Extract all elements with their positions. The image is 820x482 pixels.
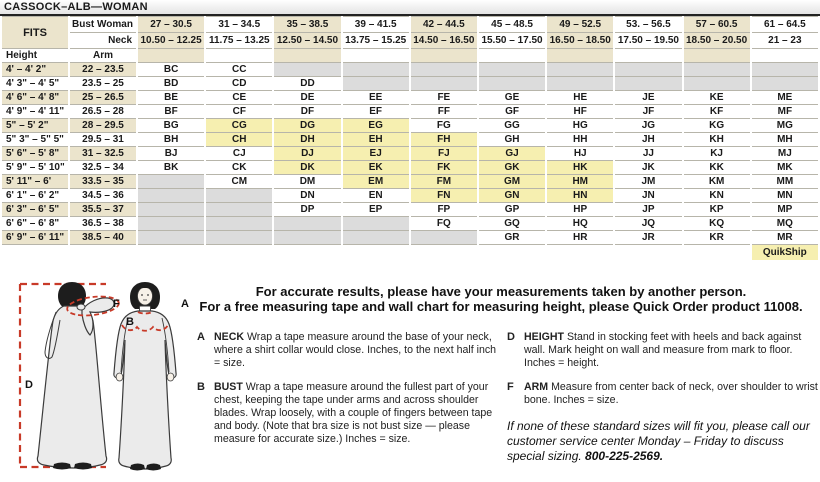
height-col-label: Height (1, 49, 69, 63)
size-code-cell: CK (205, 161, 273, 175)
size-code-cell: DD (273, 77, 341, 91)
empty-cell (683, 77, 751, 91)
size-code-cell: KM (683, 175, 751, 189)
size-code-cell: HK (546, 161, 614, 175)
arm-cell: 28 – 29.5 (69, 119, 137, 133)
spacer-cell (683, 49, 751, 63)
size-code-cell: MJ (751, 147, 819, 161)
size-code-cell: HP (546, 203, 614, 217)
special-sizing-text: If none of these standard sizes will fit you, please call our customer service center Monday – Friday to discuss special sizing. (507, 419, 810, 464)
size-code-cell: EG (342, 119, 410, 133)
neck-row-label: Neck (69, 33, 137, 49)
empty-cell (205, 231, 273, 245)
empty-cell (342, 217, 410, 231)
size-code-cell: EH (342, 133, 410, 147)
size-code-cell: DE (273, 91, 341, 105)
intro-line-1: For accurate results, please have your measurements taken by another person. (255, 284, 747, 299)
bust-range-header: 27 – 30.5 (137, 17, 205, 33)
spacer-cell (478, 49, 546, 63)
neck-range-header: 12.50 – 14.50 (273, 33, 341, 49)
size-code-cell: JH (614, 133, 682, 147)
height-cell: 4' 6" – 4' 8" (1, 91, 69, 105)
empty-cell (273, 63, 341, 77)
spacer-cell (137, 49, 205, 63)
spacer-cell (205, 49, 273, 63)
neck-range-header: 21 – 23 (751, 33, 819, 49)
arm-cell: 33.5 – 35 (69, 175, 137, 189)
size-code-cell: JM (614, 175, 682, 189)
empty-cell (478, 63, 546, 77)
size-code-cell: MM (751, 175, 819, 189)
size-code-cell: HG (546, 119, 614, 133)
height-cell: 6' 9" – 6' 11" (1, 231, 69, 245)
size-code-cell: MN (751, 189, 819, 203)
empty-cell (410, 77, 478, 91)
size-code-cell: DN (273, 189, 341, 203)
size-code-cell: BE (137, 91, 205, 105)
size-code-cell: BG (137, 119, 205, 133)
height-cell: 4' 9" – 4' 11" (1, 105, 69, 119)
arm-cell: 34.5 – 36 (69, 189, 137, 203)
measurement-figures-illustration (0, 280, 200, 482)
empty-cell (273, 217, 341, 231)
size-code-cell: GP (478, 203, 546, 217)
arm-cell: 38.5 – 40 (69, 231, 137, 245)
size-code-cell: CE (205, 91, 273, 105)
size-code-cell: DP (273, 203, 341, 217)
size-code-cell: GF (478, 105, 546, 119)
bust-range-header: 53. – 56.5 (614, 17, 682, 33)
size-code-cell: KQ (683, 217, 751, 231)
size-code-cell: KH (683, 133, 751, 147)
size-code-cell: GN (478, 189, 546, 203)
size-code-cell: BH (137, 133, 205, 147)
size-code-cell: EJ (342, 147, 410, 161)
size-code-cell: FJ (410, 147, 478, 161)
height-cell: 5' 9" – 5' 10" (1, 161, 69, 175)
empty-cell (614, 63, 682, 77)
empty-cell (137, 217, 205, 231)
empty-cell (614, 77, 682, 91)
spacer-cell (342, 49, 410, 63)
intro-line-2: For a free measuring tape and wall chart for measuring height, please Quick Order product 11008. (199, 299, 803, 314)
arm-cell: 29.5 – 31 (69, 133, 137, 147)
size-code-cell: JG (614, 119, 682, 133)
bust-row-label: Bust Woman (69, 17, 137, 33)
height-cell: 4' – 4' 2" (1, 63, 69, 77)
size-code-cell: DH (273, 133, 341, 147)
neck-range-header: 15.50 – 17.50 (478, 33, 546, 49)
quikship-spacer (1, 245, 751, 261)
empty-cell (410, 231, 478, 245)
neck-range-header: 10.50 – 12.25 (137, 33, 205, 49)
bust-range-header: 49 – 52.5 (546, 17, 614, 33)
size-code-cell: HR (546, 231, 614, 245)
definition-term: NECK (214, 331, 245, 343)
definitions-column-right (507, 331, 819, 464)
bust-range-header: 61 – 64.5 (751, 17, 819, 33)
size-code-cell: GH (478, 133, 546, 147)
size-code-cell: HN (546, 189, 614, 203)
arm-cell: 22 – 23.5 (69, 63, 137, 77)
chart-title: CASSOCK–ALB—WOMAN (0, 0, 820, 16)
size-code-cell: GQ (478, 217, 546, 231)
arm-cell: 32.5 – 34 (69, 161, 137, 175)
size-code-cell: MK (751, 161, 819, 175)
size-code-cell: GJ (478, 147, 546, 161)
size-code-cell: CJ (205, 147, 273, 161)
size-code-cell: ME (751, 91, 819, 105)
definition-letter: A (197, 331, 205, 343)
spacer-cell (410, 49, 478, 63)
neck-range-header: 18.50 – 20.50 (683, 33, 751, 49)
neck-range-header: 13.75 – 15.25 (342, 33, 410, 49)
height-cell: 6' 3" – 6' 5" (1, 203, 69, 217)
definition-term: ARM (524, 380, 549, 393)
size-code-cell: EN (342, 189, 410, 203)
size-code-cell: GK (478, 161, 546, 175)
size-code-cell: JN (614, 189, 682, 203)
size-code-cell: FN (410, 189, 478, 203)
size-code-cell: KN (683, 189, 751, 203)
size-code-cell: DF (273, 105, 341, 119)
size-code-cell: MG (751, 119, 819, 133)
size-code-cell: GG (478, 119, 546, 133)
size-code-cell: KG (683, 119, 751, 133)
fits-header-cell: FITS (1, 17, 69, 49)
bust-range-header: 35 – 38.5 (273, 17, 341, 33)
definition-text: Stand in stocking feet with heels and back against wall. Mark height on wall and measure from mark to floor. Inches = height. (524, 331, 802, 370)
size-code-cell: JE (614, 91, 682, 105)
size-code-cell: EK (342, 161, 410, 175)
size-code-cell: FM (410, 175, 478, 189)
size-code-cell: MQ (751, 217, 819, 231)
figure-label-f: F (113, 298, 120, 310)
special-sizing-note (507, 419, 819, 464)
size-code-cell: HE (546, 91, 614, 105)
neck-range-header: 11.75 – 13.25 (205, 33, 273, 49)
size-code-cell: JJ (614, 147, 682, 161)
empty-cell (273, 231, 341, 245)
definition-bust (197, 381, 499, 447)
arm-cell: 26.5 – 28 (69, 105, 137, 119)
size-code-cell: MR (751, 231, 819, 245)
neck-range-header: 17.50 – 19.50 (614, 33, 682, 49)
size-code-cell: BC (137, 63, 205, 77)
size-code-cell: HH (546, 133, 614, 147)
size-code-cell: CC (205, 63, 273, 77)
size-code-cell: CG (205, 119, 273, 133)
size-code-cell: KK (683, 161, 751, 175)
neck-range-header: 14.50 – 16.50 (410, 33, 478, 49)
empty-cell (342, 63, 410, 77)
size-code-cell: HQ (546, 217, 614, 231)
empty-cell (137, 231, 205, 245)
size-code-cell: JR (614, 231, 682, 245)
definition-neck (197, 331, 499, 371)
size-code-cell: EF (342, 105, 410, 119)
front-view-figure (114, 282, 176, 471)
size-code-cell: MH (751, 133, 819, 147)
spacer-cell (751, 49, 819, 63)
height-cell: 5" 3" – 5" 5" (1, 133, 69, 147)
size-code-cell: JF (614, 105, 682, 119)
arm-cell: 35.5 – 37 (69, 203, 137, 217)
arm-cell: 23.5 – 25 (69, 77, 137, 91)
empty-cell (205, 203, 273, 217)
empty-cell (342, 231, 410, 245)
size-code-cell: DM (273, 175, 341, 189)
size-code-cell: FK (410, 161, 478, 175)
size-code-cell: KR (683, 231, 751, 245)
size-code-cell: EM (342, 175, 410, 189)
empty-cell (546, 63, 614, 77)
size-code-cell: CH (205, 133, 273, 147)
empty-cell (137, 203, 205, 217)
arm-cell: 25 – 26.5 (69, 91, 137, 105)
empty-cell (546, 77, 614, 91)
empty-cell (751, 63, 819, 77)
spacer-cell (546, 49, 614, 63)
height-cell: 4' 3" – 4' 5" (1, 77, 69, 91)
empty-cell (410, 63, 478, 77)
back-view-figure (37, 282, 114, 470)
size-code-cell: MF (751, 105, 819, 119)
size-code-cell: FP (410, 203, 478, 217)
size-code-cell: DK (273, 161, 341, 175)
arm-col-label: Arm (69, 49, 137, 63)
neck-range-header: 16.50 – 18.50 (546, 33, 614, 49)
definition-term: HEIGHT (524, 331, 565, 343)
size-code-cell: FG (410, 119, 478, 133)
height-cell: 5' 11" – 6' (1, 175, 69, 189)
size-code-cell: EE (342, 91, 410, 105)
size-table (0, 16, 820, 260)
definition-letter: B (197, 380, 205, 393)
size-code-cell: GR (478, 231, 546, 245)
size-code-cell: CD (205, 77, 273, 91)
size-code-cell: HF (546, 105, 614, 119)
arm-cell: 36.5 – 38 (69, 217, 137, 231)
bust-range-header: 42 – 44.5 (410, 17, 478, 33)
definition-letter: F (507, 380, 514, 393)
definition-text: Wrap a tape measure around the fullest part of your chest, keeping the tape under arms and across shoulder blades. Wrap loosely, with a couple of fingers between tape and body. (Note that bra size is not bust size — please measure for accurate size.) Inches = size. (214, 380, 493, 446)
bust-range-header: 45 – 48.5 (478, 17, 546, 33)
size-code-cell: DJ (273, 147, 341, 161)
size-code-cell: FE (410, 91, 478, 105)
size-code-cell: KE (683, 91, 751, 105)
empty-cell (205, 217, 273, 231)
size-code-cell: KF (683, 105, 751, 119)
empty-cell (205, 189, 273, 203)
height-cell: 5' 6" – 5' 8" (1, 147, 69, 161)
size-code-cell: JP (614, 203, 682, 217)
height-cell: 6' 6" – 6' 8" (1, 217, 69, 231)
size-code-cell: HJ (546, 147, 614, 161)
size-code-cell: CF (205, 105, 273, 119)
size-code-cell: FF (410, 105, 478, 119)
size-code-cell: KP (683, 203, 751, 217)
size-code-cell: FQ (410, 217, 478, 231)
quikship-legend: QuikShip (751, 245, 819, 261)
size-code-cell: BF (137, 105, 205, 119)
height-cell: 6' 1" – 6' 2" (1, 189, 69, 203)
size-code-cell: BD (137, 77, 205, 91)
size-code-cell: JK (614, 161, 682, 175)
bust-range-header: 39 – 41.5 (342, 17, 410, 33)
definition-text: Wrap a tape measure around the base of your neck, where a shirt collar would close. Inches, to the next half inch = size. (214, 331, 497, 370)
size-code-cell: EP (342, 203, 410, 217)
empty-cell (751, 77, 819, 91)
figure-label-a: A (181, 298, 189, 310)
height-cell: 5" – 5' 2" (1, 119, 69, 133)
empty-cell (342, 77, 410, 91)
empty-cell (478, 77, 546, 91)
definition-letter: D (507, 331, 515, 343)
definitions-column-left (197, 331, 499, 457)
bust-range-header: 57 – 60.5 (683, 17, 751, 33)
spacer-cell (614, 49, 682, 63)
figure-label-b: B (126, 316, 134, 328)
definition-term: BUST (214, 380, 243, 393)
definition-arm (507, 381, 819, 407)
empty-cell (137, 175, 205, 189)
figure-label-d: D (25, 379, 33, 391)
measuring-instructions-intro (185, 284, 817, 314)
size-code-cell: KJ (683, 147, 751, 161)
size-code-cell: BK (137, 161, 205, 175)
size-code-cell: BJ (137, 147, 205, 161)
size-code-cell: CM (205, 175, 273, 189)
size-code-cell: FH (410, 133, 478, 147)
size-code-cell: JQ (614, 217, 682, 231)
definition-text: Measure from center back of neck, over shoulder to wrist bone. Inches = size. (524, 380, 818, 406)
size-code-cell: GE (478, 91, 546, 105)
definition-height (507, 331, 819, 371)
empty-cell (137, 189, 205, 203)
bust-range-header: 31 – 34.5 (205, 17, 273, 33)
spacer-cell (273, 49, 341, 63)
empty-cell (683, 63, 751, 77)
size-code-cell: GM (478, 175, 546, 189)
size-code-cell: DG (273, 119, 341, 133)
arm-cell: 31 – 32.5 (69, 147, 137, 161)
size-code-cell: HM (546, 175, 614, 189)
customer-service-phone: 800-225-2569. (585, 449, 664, 464)
size-code-cell: MP (751, 203, 819, 217)
